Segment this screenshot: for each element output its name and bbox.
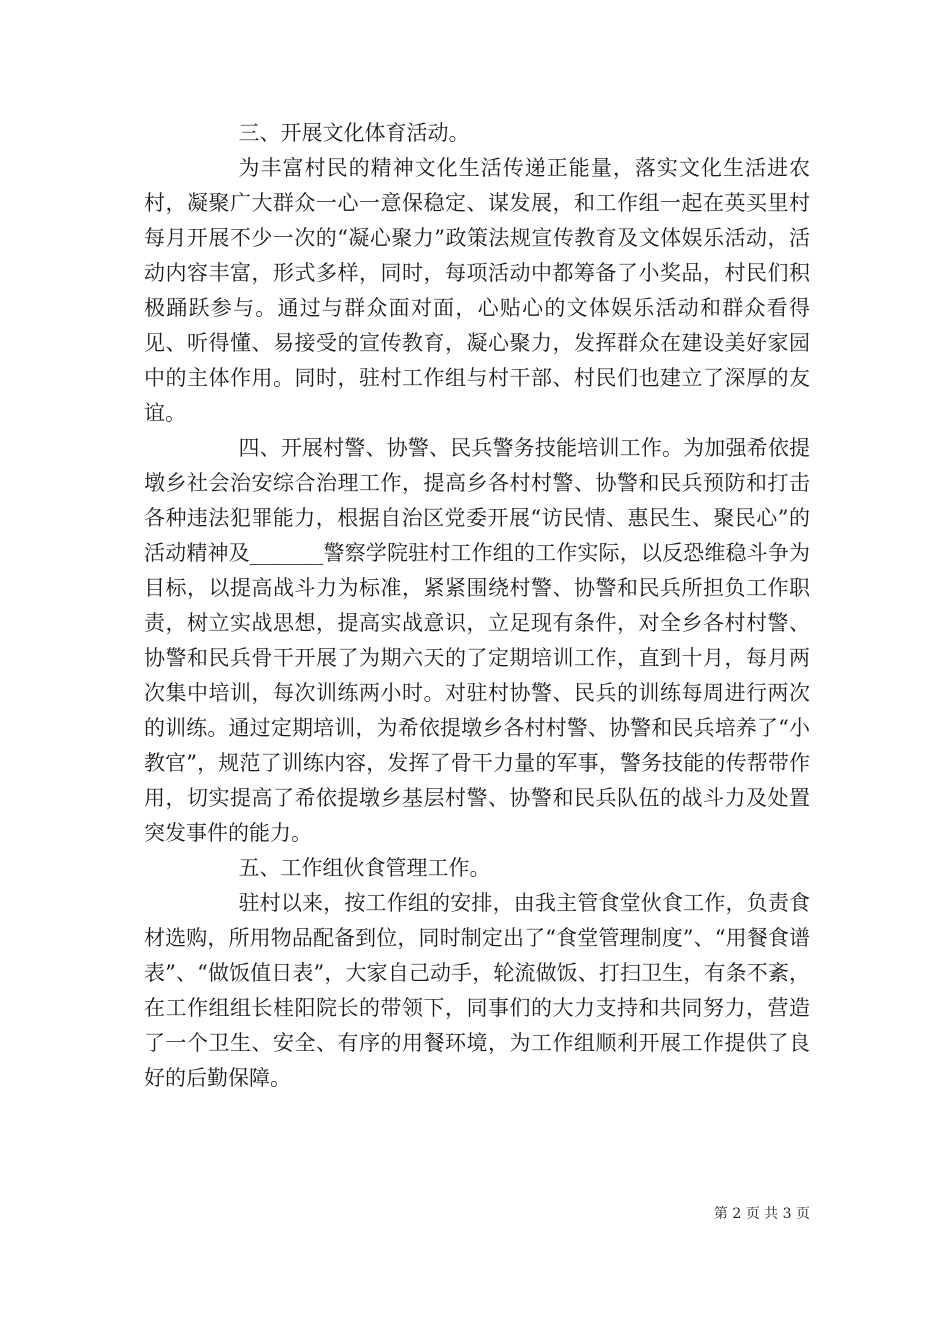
section-heading-canteen: 五、工作组伙食管理工作。 bbox=[238, 856, 491, 880]
page-number: 第 2 页 共 3 页 bbox=[713, 1206, 810, 1222]
paragraph-police-training: 四、开展村警、协警、民兵警务技能培训工作。为加强希依提墩乡社会治安综合治理工作，提高乡各村村警、协警和民兵预防和打击各种违法犯罪能力，根据自治区党委开展“访民情、惠民生、聚民心”的活动精神及_______警察学院驻村工作组的工作实际，以反恐维稳斗争为目标，以提高战斗力为标准，紧紧围绕村警、协警和民兵所担负工作职责，树立实战思想，提高实战意识，立足现有条件，对全乡各村村警、协警和民兵骨干开展了为期六天的了定期培训工作，直到十月，每月两次集中培训，每次训练两小时。对驻村协警、民兵的训练每周进行两次的训练。通过定期培训，为希依提墩乡各村村警、协警和民兵培养了“小教官”，规范了训练内容，发挥了骨干力量的军事，警务技能的传帮带作用，切实提高了希依提墩乡基层村警、协警和民兵队伍的战斗力及处置突发事件的能力。 bbox=[144, 436, 810, 845]
paragraph-culture-sports: 为丰富村民的精神文化生活传递正能量，落实文化生活进农村，凝聚广大群众一心一意保稳定、谋发展，和工作组一起在英买里村每月开展不少一次的“凝心聚力”政策法规宣传教育及文体娱乐活动，活动内容丰富，形式多样，同时，每项活动中都筹备了小奖品，村民们积极踊跃参与。通过与群众面对面，心贴心的文体娱乐活动和群众看得见、听得懂、易接受的宣传教育，凝心聚力，发挥群众在建设美好家园中的主体作用。同时，驻村工作组与村干部、村民们也建立了深厚的友谊。 bbox=[144, 156, 810, 425]
section-heading-culture-sports: 三、开展文化体育活动。 bbox=[238, 121, 470, 145]
paragraph-canteen: 驻村以来，按工作组的安排，由我主管食堂伙食工作，负责食材选购，所用物品配备到位，同时制定出了“食堂管理制度”、“用餐食谱表”、“做饭值日表”，大家自己动手，轮流做饭、打扫卫生，有条不紊，在工作组组长桂阳院长的带领下，同事们的大力支持和共同努力，营造了一个卫生、安全、有序的用餐环境，为工作组顺利开展工作提供了良好的后勤保障。 bbox=[144, 891, 810, 1090]
document-body bbox=[144, 116, 810, 1096]
